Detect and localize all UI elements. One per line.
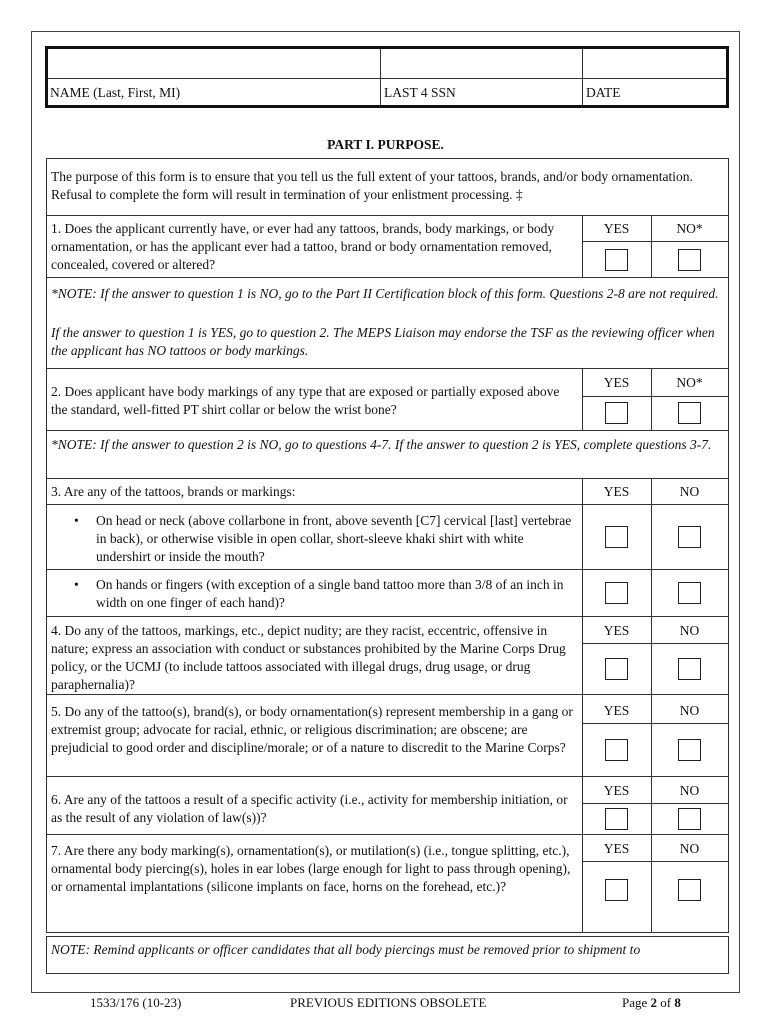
q3a-no-checkbox[interactable] — [678, 526, 701, 548]
q4-yes-label: YES — [603, 623, 630, 638]
q6-no-checkbox[interactable] — [678, 808, 701, 830]
note-1a: *NOTE: If the answer to question 1 is NO, go to the Part II Certification block of this form. Questions 2-8 are not required. — [51, 286, 719, 301]
q3a-text: On head or neck (above collarbone in front, above seventh [C7] cervical [last] vertebrae in back), or otherwise visible in open collar, short-sleeve khaki shirt with white undershirt or inside the mouth? — [96, 513, 572, 564]
ssn-label: LAST 4 SSN — [384, 85, 456, 100]
answer-header-divider — [582, 803, 728, 804]
q3b-yes-checkbox[interactable] — [605, 582, 628, 604]
row-divider — [47, 430, 728, 431]
question-4-text: 4. Do any of the tattoos, markings, etc., depict nudity; are they racist, eccentric, offensive in nature; express an association with conduct or substances prohibited by the Marine Corps Drug policy, or the UCMJ (to include tattoos associated with illegal drugs, drug usage, or drug paraphernalia)? — [51, 623, 566, 692]
page-of: of — [657, 995, 675, 1010]
q6-yes-checkbox[interactable] — [605, 808, 628, 830]
q2-yes-label: YES — [603, 375, 630, 390]
row-divider — [47, 776, 728, 777]
q4-yes-checkbox[interactable] — [605, 658, 628, 680]
q3a-yes-checkbox[interactable] — [605, 526, 628, 548]
row-divider — [47, 569, 728, 570]
note-1b: If the answer to question 1 is YES, go to question 2. The MEPS Liaison may endorse the TSF as the reviewing officer when the applicant has NO tattoos or body markings. — [51, 325, 715, 358]
q7-yes-checkbox[interactable] — [605, 879, 628, 901]
q7-no-checkbox[interactable] — [678, 879, 701, 901]
answer-header-divider — [582, 723, 728, 724]
name-field[interactable] — [48, 49, 380, 78]
q5-no-checkbox[interactable] — [678, 739, 701, 761]
q7-yes-label: YES — [603, 841, 630, 856]
q1-yes-checkbox[interactable] — [605, 249, 628, 271]
q5-yes-checkbox[interactable] — [605, 739, 628, 761]
question-2-text: 2. Does applicant have body markings of any type that are exposed or partially exposed above the standard, well-fitted PT shirt collar or below the wrist bone? — [51, 384, 560, 417]
row-divider — [47, 694, 728, 695]
row-divider — [47, 215, 728, 216]
q5-no-label: NO — [679, 703, 700, 718]
question-5-text: 5. Do any of the tattoo(s), brand(s), or body ornamentation(s) represent membership in a gang or extremist group; advocate for racial, ethnic, or religious discrimination; are obscene; are prejudicial to good order and discipline/morale; or of a nature to discredit to the Marine Corps? — [51, 704, 573, 755]
answer-header-divider — [582, 861, 728, 862]
part-title: PART I. PURPOSE. — [327, 137, 444, 152]
row-divider — [47, 834, 728, 835]
page-current: 2 — [650, 995, 658, 1010]
row-divider — [47, 478, 728, 479]
q4-no-checkbox[interactable] — [678, 658, 701, 680]
q3b-no-checkbox[interactable] — [678, 582, 701, 604]
bullet: • — [74, 577, 79, 592]
answer-header-divider — [582, 643, 728, 644]
q1-no-checkbox[interactable] — [678, 249, 701, 271]
q1-yes-label: YES — [603, 221, 630, 236]
bullet: • — [74, 513, 79, 528]
q2-no-label: NO* — [676, 375, 703, 390]
q3a-row — [74, 512, 578, 566]
row-divider — [47, 504, 728, 505]
q7-no-label: NO — [679, 841, 700, 856]
q6-no-label: NO — [679, 783, 700, 798]
q2-no-checkbox[interactable] — [678, 402, 701, 424]
q1-no-label: NO* — [676, 221, 703, 236]
question-1-text: 1. Does the applicant currently have, or ever had any tattoos, brands, body markings, or body ornamentation, or has the applicant ever had a tattoo, brand or body ornamentation removed, concealed, covered or altered? — [51, 221, 555, 272]
page-prefix: Page — [622, 995, 651, 1010]
question-6-text: 6. Are any of the tattoos a result of a specific activity (i.e., activity for membership initiation, or as the result of any violation of law(s))? — [51, 792, 568, 825]
purpose-text: The purpose of this form is to ensure that you tell us the full extent of your tattoos, brands, and/or body ornamentation. Refusal to complete the form will result in termination of your enlistment processing. ‡ — [51, 169, 693, 202]
header-divider — [48, 78, 726, 79]
q6-yes-label: YES — [603, 783, 630, 798]
q3-yes-label: YES — [603, 484, 630, 499]
question-7-text: 7. Are there any body marking(s), ornamentation(s), or mutilation(s) (i.e., tongue splitting, etc.), ornamental body piercing(s), holes in ear lobes (large enough for light to pass through opening), or ornamental implantations (silicone implants on face, horns on the forehead, etc.)? — [51, 843, 571, 894]
note-2: *NOTE: If the answer to question 2 is NO, go to questions 4-7. If the answer to question 2 is YES, complete questions 3-7. — [51, 437, 712, 452]
row-divider — [47, 616, 728, 617]
page-number — [622, 995, 681, 1011]
date-label: DATE — [586, 85, 621, 100]
q3b-row — [74, 576, 578, 612]
date-field[interactable] — [583, 49, 726, 78]
q3-no-label: NO — [679, 484, 700, 499]
name-label: NAME (Last, First, MI) — [50, 85, 181, 100]
final-note: NOTE: Remind applicants or officer candidates that all body piercings must be removed prior to shipment to — [51, 942, 641, 957]
answer-header-divider — [582, 241, 728, 242]
q4-no-label: NO — [679, 623, 700, 638]
form-number: 1533/176 (10-23) — [90, 995, 182, 1010]
page-total: 8 — [674, 995, 681, 1010]
q5-yes-label: YES — [603, 703, 630, 718]
q2-yes-checkbox[interactable] — [605, 402, 628, 424]
row-divider — [47, 368, 728, 369]
row-divider — [47, 277, 728, 278]
editions-note: PREVIOUS EDITIONS OBSOLETE — [290, 995, 487, 1010]
answer-header-divider — [582, 396, 728, 397]
question-3-text: 3. Are any of the tattoos, brands or markings: — [51, 484, 296, 499]
q3b-text: On hands or fingers (with exception of a single band tattoo more than 3/8 of an inch in width on one finger of each hand)? — [96, 577, 564, 610]
ssn-field[interactable] — [381, 49, 582, 78]
